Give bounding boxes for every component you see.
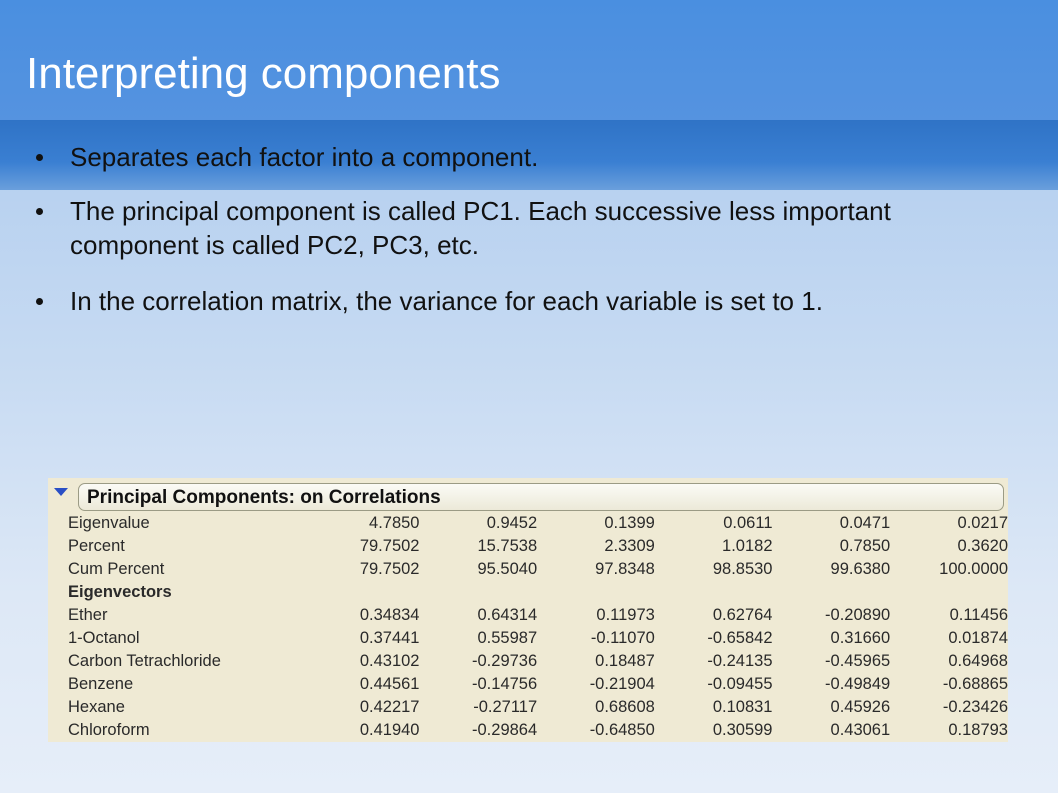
table-cell: 0.43061 [830, 721, 891, 739]
principal-components-panel [48, 478, 1008, 742]
table-cell: 0.10831 [712, 698, 773, 716]
table-cell: 100.0000 [939, 560, 1008, 578]
table-row [68, 627, 1008, 650]
table-cell: 15.7538 [477, 537, 538, 555]
table-row [68, 696, 1008, 719]
table-cell: -0.24135 [707, 652, 773, 670]
table-cell: 0.0471 [839, 514, 891, 532]
row-label: Percent [68, 537, 125, 555]
table-cell: 0.45926 [830, 698, 891, 716]
table-cell: 1.0182 [722, 537, 773, 555]
section-label: Eigenvectors [68, 583, 172, 601]
table-cell: -0.23426 [942, 698, 1008, 716]
row-label: Benzene [68, 675, 134, 693]
bullet-text: Separates each factor into a component. [70, 142, 539, 172]
table-cell: -0.45965 [825, 652, 891, 670]
bullet-dot-icon [36, 298, 43, 305]
table-cell: -0.27117 [473, 698, 538, 716]
row-label: 1-Octanol [68, 629, 140, 647]
table-row [68, 719, 1008, 742]
table-cell: -0.65842 [707, 629, 773, 647]
table-cell: 0.41940 [359, 721, 420, 739]
table-cell: 0.42217 [359, 698, 420, 716]
disclosure-triangle-icon[interactable] [54, 488, 68, 496]
panel-title: Principal Components: on Correlations [87, 487, 441, 508]
table-cell: 0.11456 [949, 606, 1008, 624]
table-cell: -0.29864 [472, 721, 538, 739]
table-cell: 0.0217 [957, 514, 1008, 532]
panel-header[interactable] [78, 483, 1004, 511]
table-cell: 0.1399 [604, 514, 655, 532]
table-cell: 0.9452 [486, 514, 538, 532]
table-cell: 99.6380 [830, 560, 891, 578]
table-cell: 0.34834 [359, 606, 420, 624]
table-cell: 0.0611 [723, 514, 773, 532]
empty-cell [773, 581, 891, 604]
table-cell: -0.11070 [590, 629, 655, 647]
table-cell: -0.09455 [707, 675, 773, 693]
row-label: Chloroform [68, 721, 150, 739]
table-row [68, 512, 1008, 535]
table-cell: 4.7850 [369, 514, 420, 532]
bullet-text: The principal component is called PC1. Each successive less important component is called PC2, PC3, etc. [70, 196, 891, 260]
row-label: Eigenvalue [68, 514, 150, 532]
table-cell: 98.8530 [712, 560, 773, 578]
table-cell: 0.18793 [948, 721, 1008, 739]
table-cell: 79.7502 [359, 560, 420, 578]
empty-cell [890, 581, 1008, 604]
table-cell: 0.64314 [477, 606, 538, 624]
table-cell: 0.37441 [359, 629, 420, 647]
table-cell: -0.64850 [589, 721, 655, 739]
table-row [68, 535, 1008, 558]
row-label: Hexane [68, 698, 125, 716]
table-cell: 0.18487 [595, 652, 655, 670]
bullet-text: In the correlation matrix, the variance for each variable is set to 1. [70, 286, 823, 316]
bullet-dot-icon [36, 208, 43, 215]
table-cell: 0.68608 [595, 698, 655, 716]
table-cell: 97.8348 [595, 560, 655, 578]
table-row [68, 650, 1008, 673]
slide-title: Interpreting components [26, 49, 501, 98]
table-cell: -0.68865 [942, 675, 1008, 693]
table-cell: 0.55987 [477, 629, 538, 647]
table-cell: 95.5040 [477, 560, 538, 578]
table-cell: 2.3309 [604, 537, 655, 555]
pc-table [68, 512, 1008, 742]
table-cell: 0.64968 [948, 652, 1008, 670]
table-cell: -0.20890 [825, 606, 891, 624]
table-cell: -0.29736 [472, 652, 538, 670]
bullet-dot-icon [36, 154, 43, 161]
table-cell: 0.43102 [359, 652, 420, 670]
row-label: Cum Percent [68, 560, 165, 578]
table-cell: -0.21904 [589, 675, 655, 693]
empty-cell [419, 581, 537, 604]
table-cell: 0.7850 [839, 537, 891, 555]
table-row [68, 673, 1008, 696]
empty-cell [655, 581, 773, 604]
table-cell: 0.3620 [957, 537, 1008, 555]
table-cell: 0.31660 [830, 629, 891, 647]
table-cell: 0.11973 [596, 606, 655, 624]
empty-cell [537, 581, 655, 604]
row-label: Ether [68, 606, 108, 624]
table-row [68, 558, 1008, 581]
table-cell: -0.14756 [472, 675, 538, 693]
table-cell: 79.7502 [359, 537, 420, 555]
table-cell: 0.01874 [948, 629, 1008, 647]
section-row [68, 581, 1008, 604]
table-row [68, 604, 1008, 627]
table-cell: 0.62764 [712, 606, 773, 624]
table-cell: 0.30599 [712, 721, 773, 739]
table-cell: 0.44561 [359, 675, 420, 693]
table-cell: -0.49849 [825, 675, 891, 693]
empty-cell [302, 581, 420, 604]
row-label: Carbon Tetrachloride [68, 652, 221, 670]
